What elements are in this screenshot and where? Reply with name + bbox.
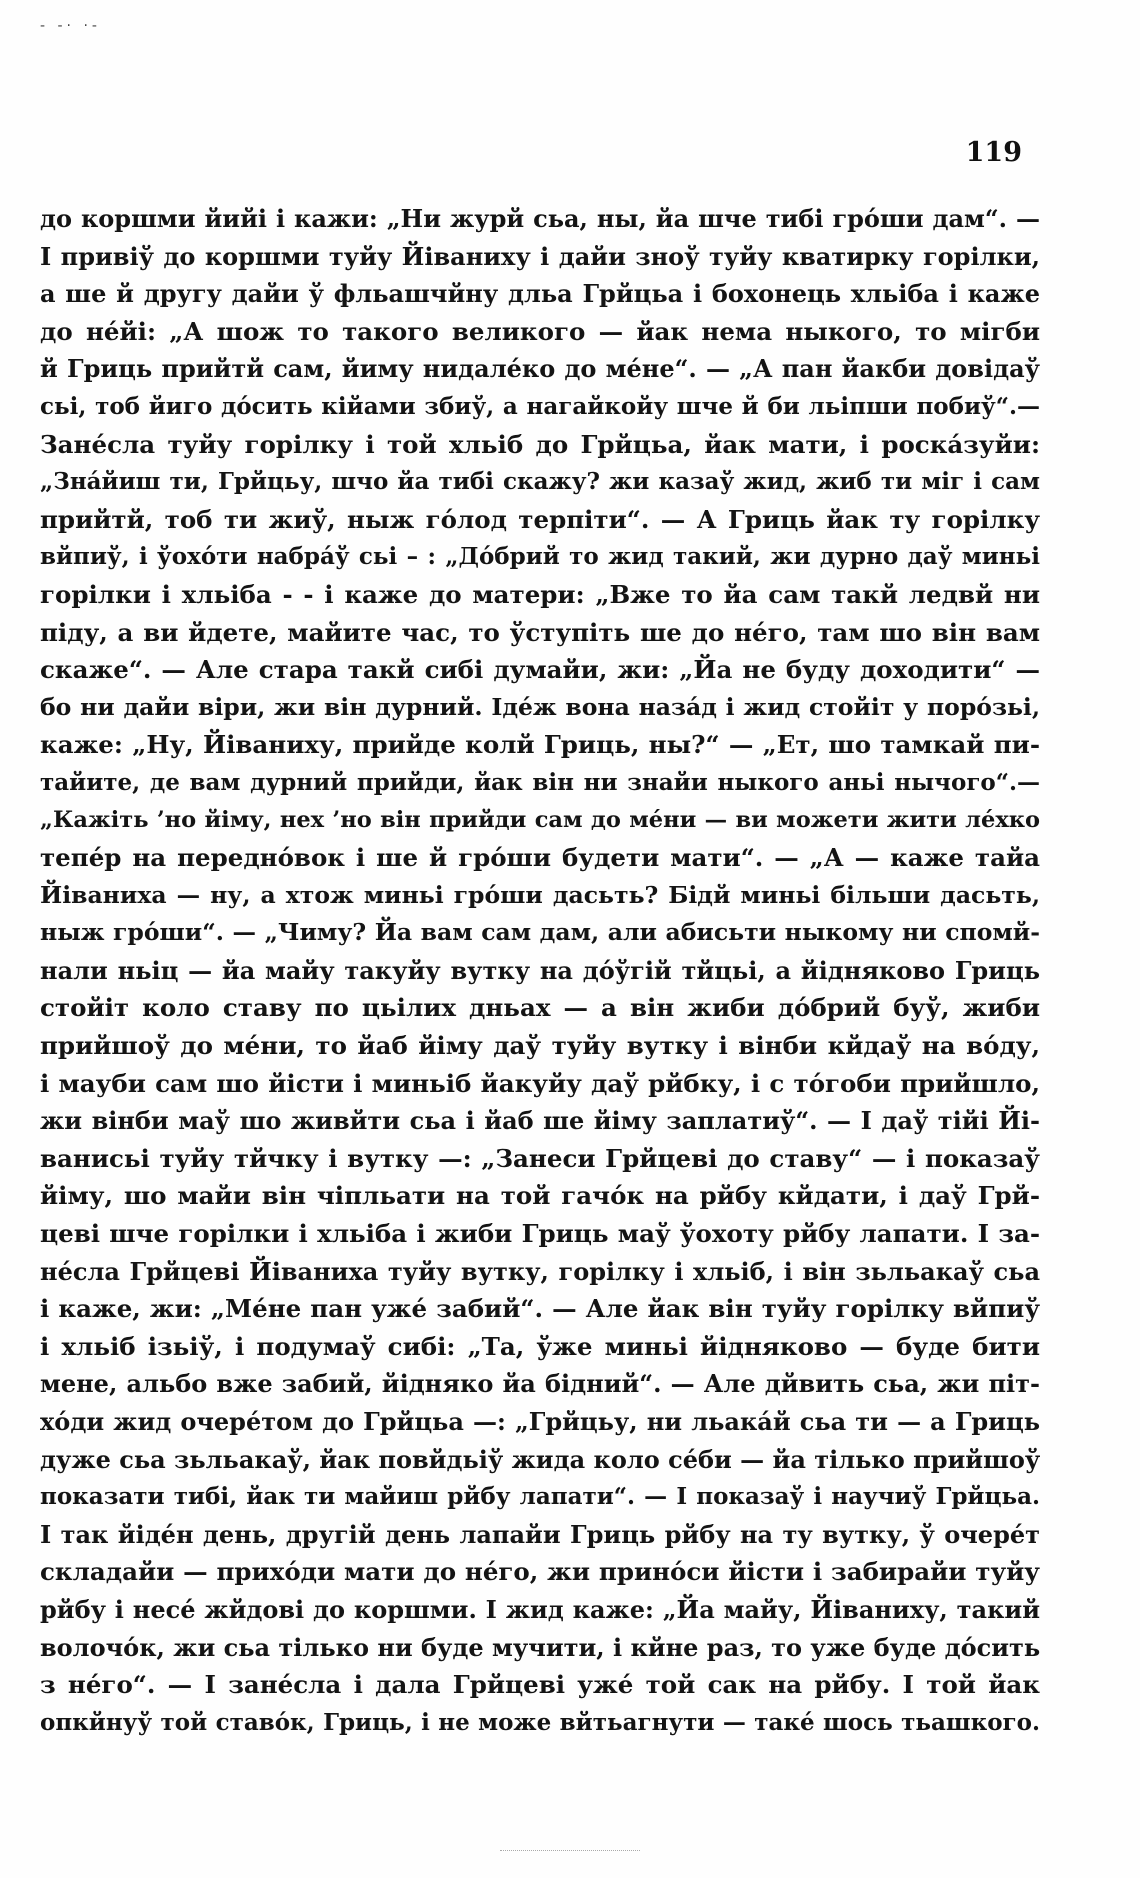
text-line: цеві шче горілки і хльіба і жиби Гриць маў ўохоту рйбу лапати. І за- <box>40 1219 1040 1249</box>
text-line: показати тибі, йак ти майиш рйбу лапати“. — І показаў і научиў Грйцьа. <box>40 1483 1040 1511</box>
text-line: нали ньіц — йа майу такуйу вутку на дόўгій тйцьі, а йідняково Гриць <box>40 955 1040 985</box>
top-margin-marks: - -· ·- <box>40 18 101 34</box>
text-line: стойіт коло ставу по цьілих дньах — а він жиби дόбрий буў, жиби <box>40 993 1040 1023</box>
text-line: до коршми йийі і кажи: „Ни журй сьа, ны, йа шче тибі грόши дам“. — <box>40 204 1040 233</box>
text-line: і хльіб ізьіў, і подумаў сибі: „Та, ўже миньі йідняково — буде бити <box>40 1331 1040 1361</box>
text-line: прийшоў до мéни, то йаб йіму даў туйу вутку і вінби кйдаў на вόду, <box>40 1031 1040 1061</box>
text-line: „Кажіть ’но йіму, нех ’но він прийди сам до мéни — ви можети жити лéхко <box>40 806 1040 833</box>
text-line: з нéго“. — І занéсла і дала Грйцеві ужé той сак на рйбу. І той йак <box>40 1670 1040 1700</box>
text-line: ванисьі туйу тйчку і вутку —: „Занеси Грйцеві до ставу“ — і показаў <box>40 1143 1040 1173</box>
text-line: волочόк, жи сьа тілько ни буде мучити, і кйне раз, то уже буде дόсить <box>40 1632 1040 1662</box>
text-line: а ше й другу дайи ў фльашчйну дльа Грйцьа і бохонець хльіба і каже <box>40 279 1040 309</box>
text-line: горілки і хльіба - - і каже до матери: „Вже то йа сам такй ледвй ни <box>40 579 1040 609</box>
text-line: жи вінби маў шо живйти сьа і йаб ше йіму заплатиў“. — І даў тійі Йі- <box>40 1106 1040 1136</box>
text-line: ныж грόши“. — „Чиму? Йа вам сам дам, али абисьти ныкому ни спомй- <box>40 918 1040 947</box>
text-line: нéсла Грйцеві Йіваниха туйу вутку, горілку і хльіб, і він зьльакаў сьа <box>40 1256 1040 1286</box>
text-line: Занéсла туйу горілку і той хльіб до Грйцьа, йак мати, і роскáзуйи: <box>40 429 1040 459</box>
text-line: рйбу і несé жйдові до коршми. І жид каже: „Йа майу, Йіваниху, такий <box>40 1594 1040 1624</box>
text-line: дуже сьа зьльакаў, йак повйдьіў жида коло сéби — йа тілько прийшоў <box>40 1444 1040 1474</box>
text-line: складайи — прихόди мати до нéго, жи принόси йісти і забирайи туйу <box>40 1557 1040 1587</box>
text-line: піду, а ви йдете, майите час, то ўступіть ше до нéго, там шо він вам <box>40 617 1040 647</box>
text-line: І так йідéн день, другій день лапайи Гриць рйбу на ту вутку, ў очерéт <box>40 1519 1040 1549</box>
text-line: й Гриць прийтй сам, йиму нидалéко до мéне“. — „А пан йакби довідаў <box>40 354 1040 384</box>
text-line: прийтй, тоб ти жиў, ныж гόлод терпіти“. — А Гриць йак ту горілку <box>40 504 1040 534</box>
text-line: тепéр на переднόвок і ше й грόши будети мати“. — „А — каже тайа <box>40 843 1040 873</box>
text-line: і мауби сам шо йісти і миньіб йакуйу даў рйбку, і с тόгоби прийшло, <box>40 1068 1040 1098</box>
text-line: каже: „Ну, Йіваниху, прийде колй Гриць, ны?“ — „Ет, шо тамкай пи- <box>40 730 1040 760</box>
text-line: І привіў до коршми туйу Йіваниху і дайи зноў туйу кватирку горілки, <box>40 241 1040 271</box>
body-text <box>40 200 1040 1741</box>
text-line: опкйнуў той ставόк, Гриць, і не може вйтьагнути — такé шось тьашкого. <box>40 1708 1040 1736</box>
text-line: мене, альбо вже забий, йідняко йа бідний“. — Але дйвить сьа, жи піт- <box>40 1369 1040 1399</box>
text-line: і каже, жи: „Мéне пан ужé забий“. — Але йак він туйу горілку вйпиў <box>40 1294 1040 1324</box>
bottom-margin-marks <box>500 1850 640 1853</box>
text-line: хόди жид очерéтом до Грйцьа —: „Грйцьу, ни льакáй сьа ти — а Гриць <box>40 1407 1040 1436</box>
text-line: до нéйі: „А шож то такого великого — йак нема ныкого, то мігби <box>40 316 1040 346</box>
text-line: скаже“. — Але стара такй сибі думайи, жи: „Йа не буду доходити“ — <box>40 655 1040 685</box>
text-line: вйпиў, і ўохόти набрáў сьі – : „Дόбрий то жид такий, жи дурно даў миньі <box>40 543 1040 571</box>
text-line: йіму, шо майи він чіпльати на той гачόк на рйбу кйдати, і даў Грй- <box>40 1181 1040 1211</box>
text-line: сьі, тоб йиго дόсить кійами збиў, а нагайкойу шче й би льіпши побиў“.— <box>40 392 1040 420</box>
text-line: „Знáйиш ти, Грйцьу, шчо йа тибі скажу? жи казаў жид, жиб ти міг і сам <box>40 468 1040 496</box>
page-number: 119 <box>965 137 1022 168</box>
text-line: бо ни дайи віри, жи він дурний. Ідéж вона назáд і жид стойіт у порόзьі, <box>40 692 1040 721</box>
text-line: тайите, де вам дурний прийди, йак він ни знайи ныкого аньі нычого“.— <box>40 768 1040 796</box>
text-line: Йіваниха — ну, а хтож миньі грόши дасьть? Бідй миньі більши дасьть, <box>40 880 1040 909</box>
